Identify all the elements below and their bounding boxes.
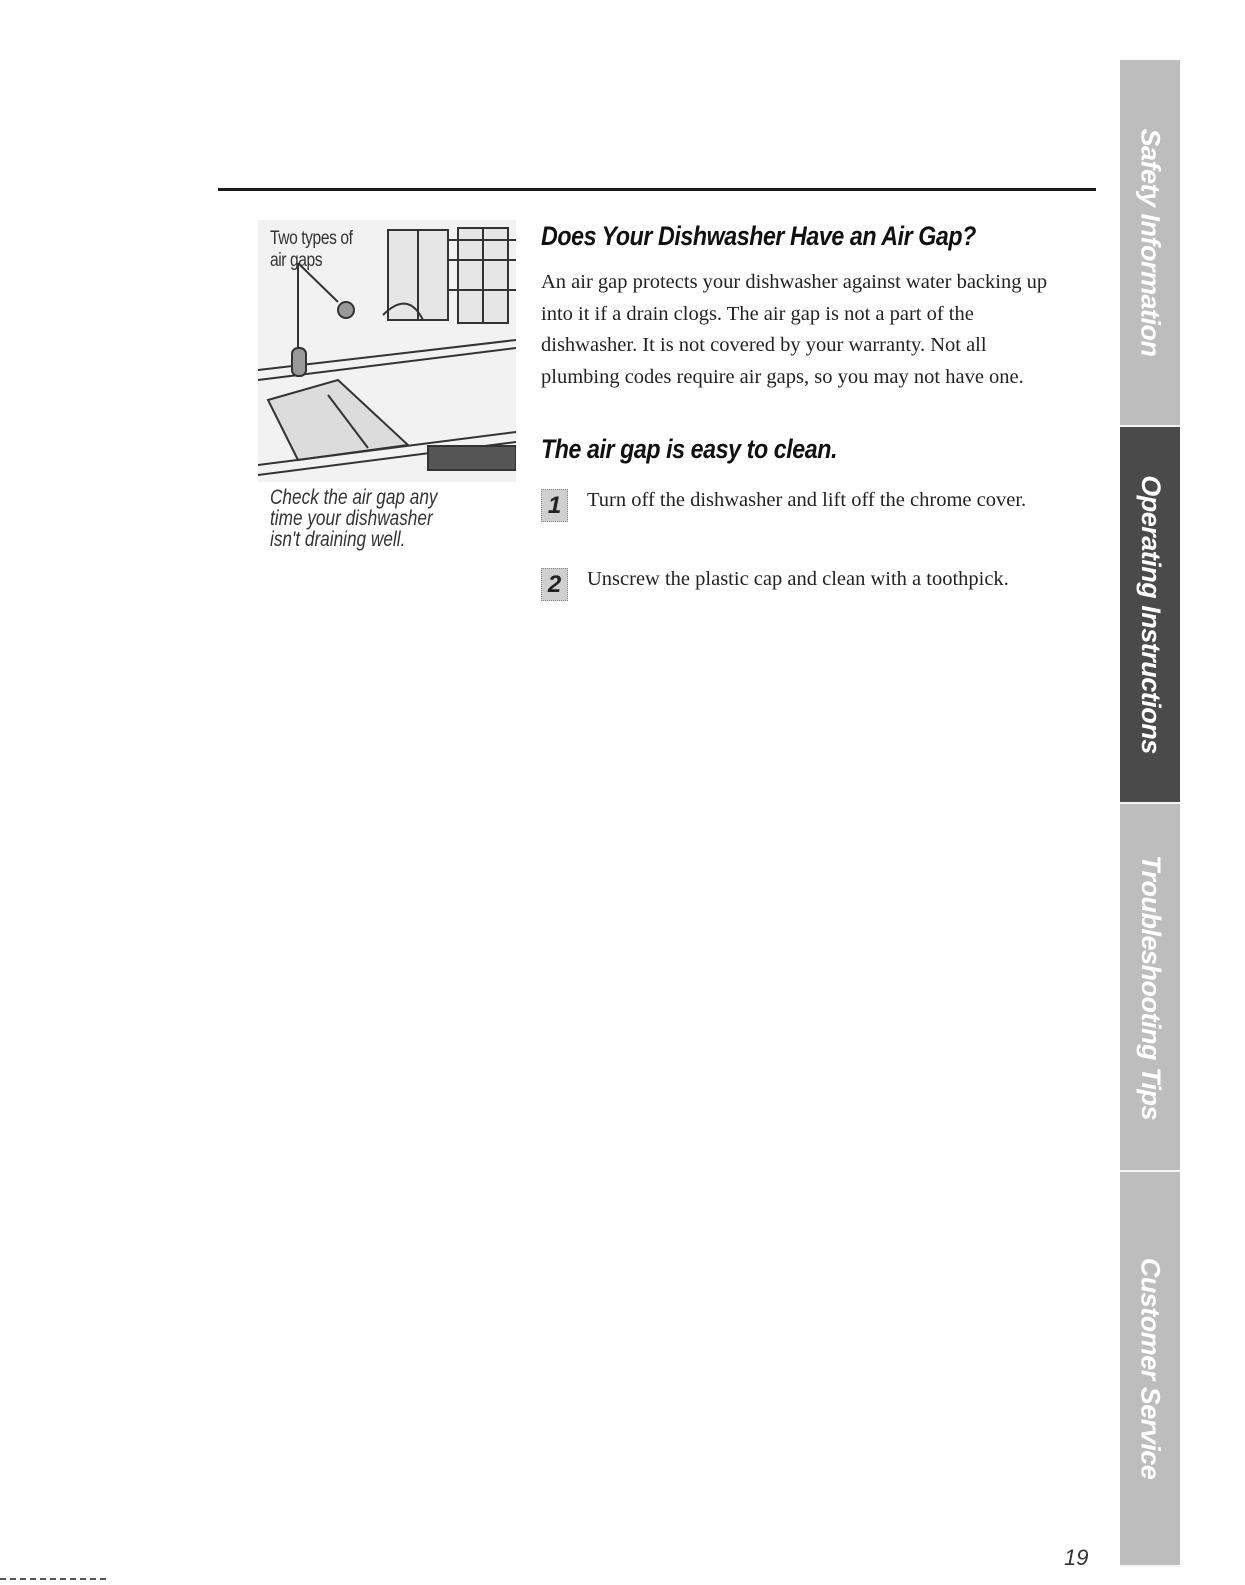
step-item [541,564,1081,604]
tab-label: Safety Information [1135,128,1166,357]
tab-label: Customer Service [1135,1257,1166,1480]
tab-safety-information[interactable] [1120,60,1180,427]
section-title: Does Your Dishwasher Have an Air Gap? [541,221,976,251]
intro-paragraph: An air gap protects your dishwasher against water backing up into it if a drain clogs. The air gap is not a part of the dishwasher. It is not covered by your warranty. Not all plumbing codes require air gaps, so you may not have one. [541,271,1048,388]
page-number: 19 [1064,1545,1089,1570]
step-text: Turn off the dishwasher and lift off the chrome cover. [587,489,1027,511]
air-gap-illustration [258,220,516,482]
tab-label: Troubleshooting Tips [1135,854,1166,1120]
figure-caption: Check the air gap any time your dishwasher isn't draining well. [270,486,438,551]
scan-edge-mark [0,1578,110,1580]
figure-label: Two types of air gaps [270,228,353,271]
tab-label: Operating Instructions [1135,475,1166,754]
tab-operating-instructions[interactable] [1120,427,1180,804]
section-divider [218,188,1096,191]
tab-customer-service[interactable] [1120,1172,1180,1567]
section-tabs [1120,60,1180,1565]
tab-troubleshooting-tips[interactable] [1120,804,1180,1172]
step-item [541,485,1081,555]
section-subtitle: The air gap is easy to clean. [541,434,837,464]
step-number-badge: 2 [541,568,568,601]
step-text: Unscrew the plastic cap and clean with a toothpick. [587,568,1009,590]
step-number-badge: 1 [541,489,568,522]
